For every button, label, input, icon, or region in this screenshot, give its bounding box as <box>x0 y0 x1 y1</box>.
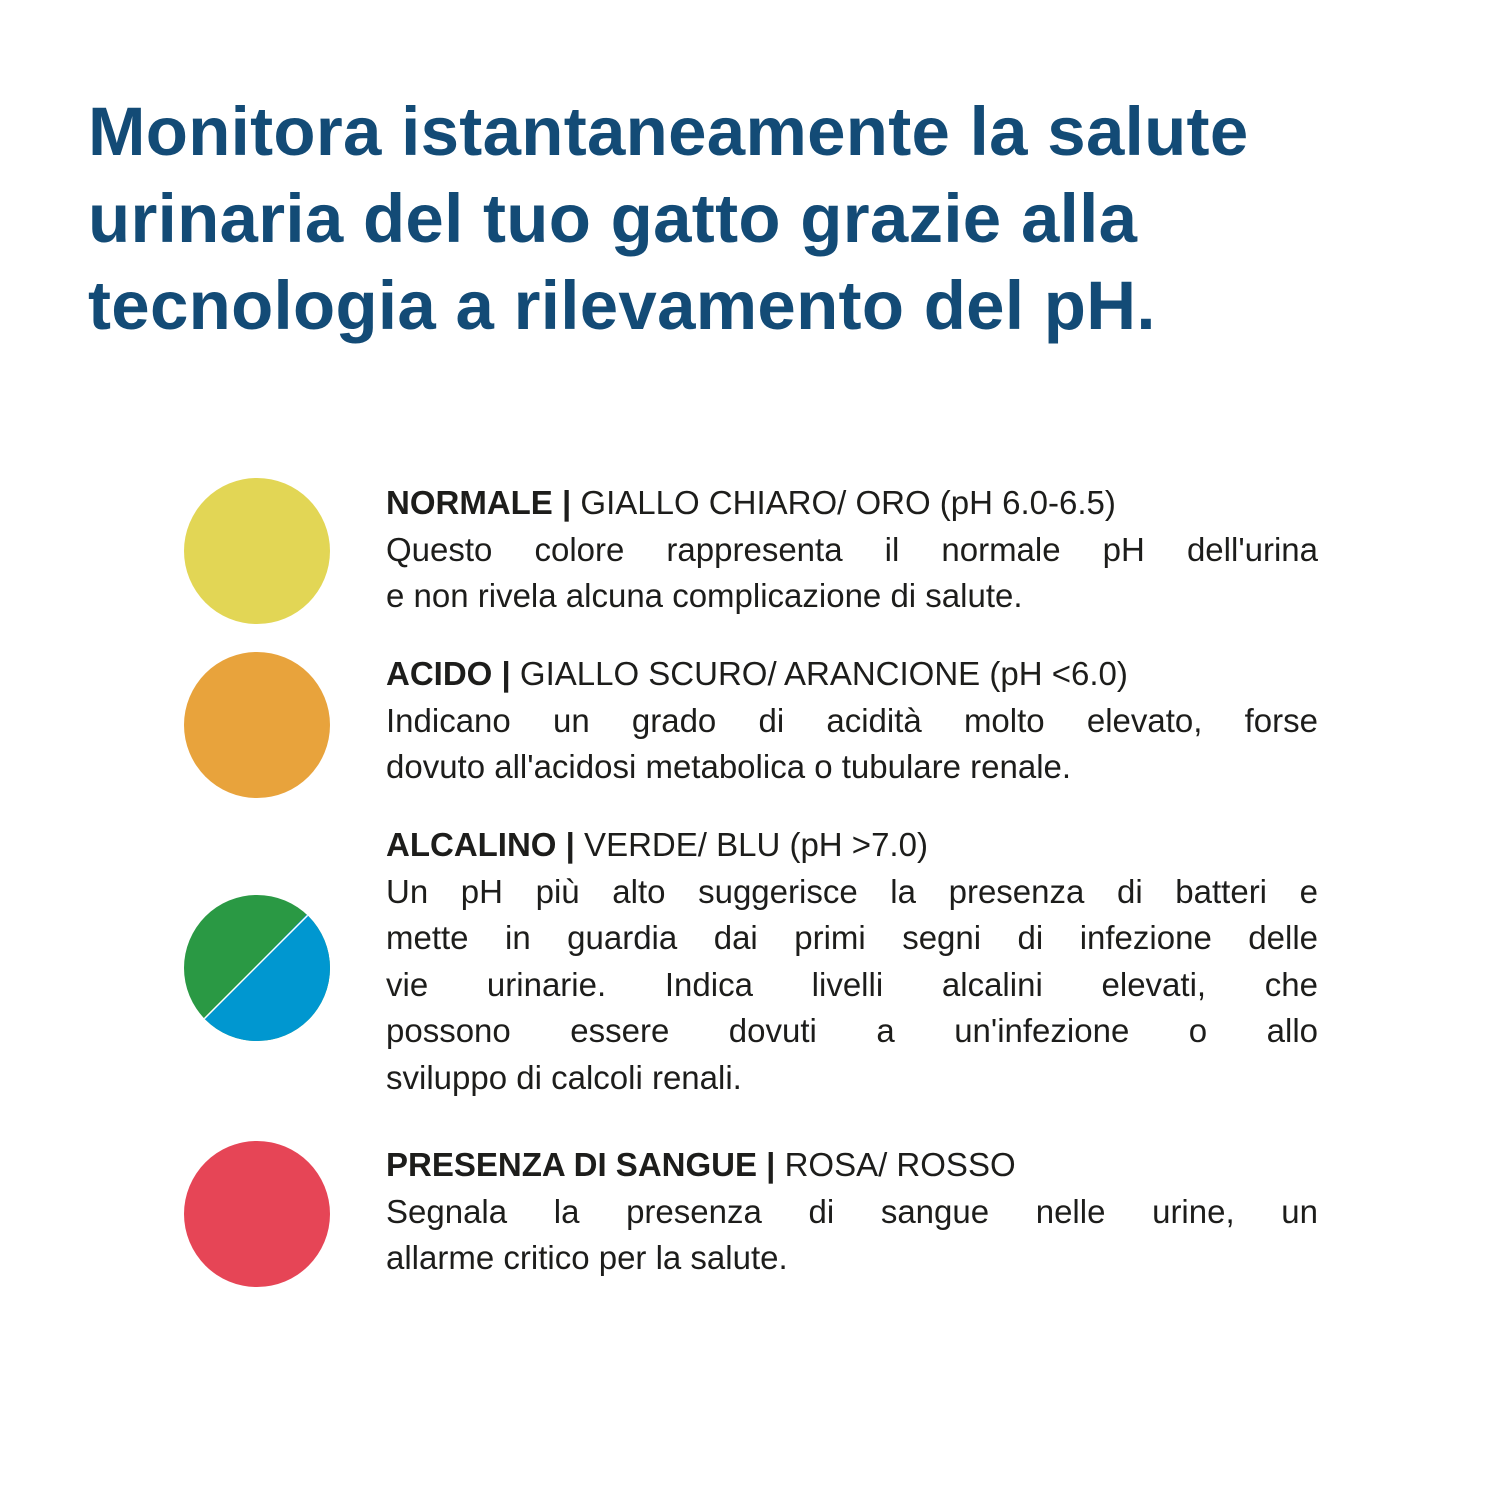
title-line: tecnologia a rilevamento del pH. <box>88 267 1156 344</box>
description-line: possono essere dovuti a un'infezione o allo <box>386 1012 1318 1049</box>
legend-label: ALCALINO | <box>386 826 575 863</box>
legend-label: ACIDO | <box>386 655 511 692</box>
legend-item-acido <box>386 651 1318 791</box>
description-line: mette in guardia dai primi segni di infezione delle <box>386 919 1318 956</box>
legend-item-normale <box>386 480 1318 620</box>
description-line: allarme critico per la salute. <box>386 1239 788 1276</box>
title-line: urinaria del tuo gatto grazie alla <box>88 180 1138 257</box>
legend-item-alcalino <box>386 822 1318 1101</box>
orange-swatch-icon <box>184 652 330 798</box>
description-line: dovuto all'acidosi metabolica o tubulare renale. <box>386 748 1072 785</box>
description-line: e non rivela alcuna complicazione di salute. <box>386 577 1023 614</box>
legend-heading <box>386 651 1318 698</box>
legend-heading <box>386 480 1318 527</box>
legend-detail: ROSA/ ROSSO <box>775 1146 1016 1183</box>
legend-label: PRESENZA DI SANGUE | <box>386 1146 776 1183</box>
legend-label: NORMALE | <box>386 484 572 521</box>
green-blue-swatch-icon <box>184 895 330 1041</box>
yellow-swatch-icon <box>184 478 330 624</box>
description-line: Segnala la presenza di sangue nelle urine, un <box>386 1192 1318 1230</box>
description-line: Questo colore rappresenta il normale pH dell'urina <box>386 530 1318 568</box>
legend-heading <box>386 822 1318 869</box>
description-line: Un pH più alto suggerisce la presenza di batteri e <box>386 872 1318 910</box>
description-line: sviluppo di calcoli renali. <box>386 1058 742 1096</box>
description-line: vie urinarie. Indica livelli alcalini elevati, che <box>386 965 1318 1003</box>
legend-detail: GIALLO CHIARO/ ORO (pH 6.0-6.5) <box>571 484 1116 521</box>
legend-detail: GIALLO SCURO/ ARANCIONE (pH <6.0) <box>510 655 1128 692</box>
legend-detail: VERDE/ BLU (pH >7.0) <box>574 826 928 863</box>
legend-heading <box>386 1142 1318 1189</box>
description-line: Indicano un grado di acidità molto elevato, forse <box>386 701 1318 739</box>
red-swatch-icon <box>184 1141 330 1287</box>
legend-item-presenza-di-sangue <box>386 1142 1318 1282</box>
title-line: Monitora istantaneamente la salute <box>88 93 1249 170</box>
page-title <box>88 88 1249 349</box>
